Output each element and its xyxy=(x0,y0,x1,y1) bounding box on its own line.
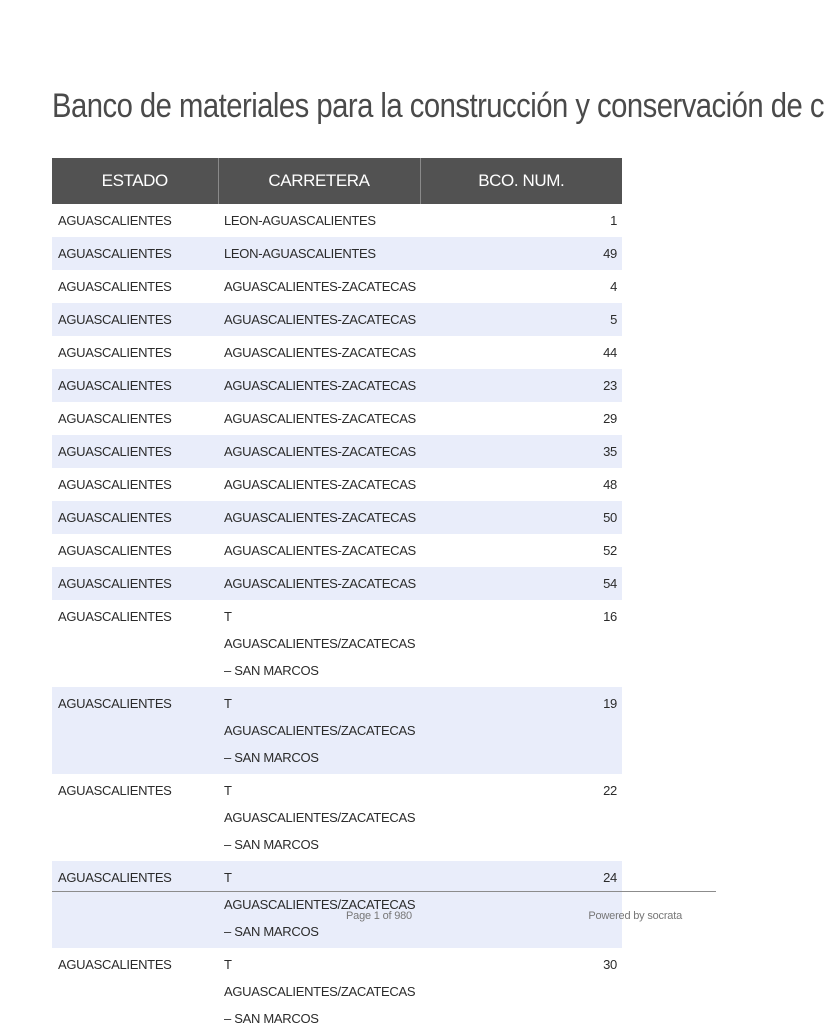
table-row xyxy=(52,237,622,270)
cell-estado: AGUASCALIENTES xyxy=(52,501,218,534)
cell-carretera: AGUASCALIENTES-ZACATECAS xyxy=(224,477,416,492)
cell-carretera: AGUASCALIENTES-ZACATECAS xyxy=(218,501,420,534)
cell-bco-num: 5 xyxy=(420,303,622,336)
table-row xyxy=(52,534,622,567)
cell-carretera: AGUASCALIENTES-ZACATECAS xyxy=(224,279,416,294)
table-row xyxy=(52,861,622,948)
cell-bco-num: 48 xyxy=(603,477,617,492)
cell-bco-num: 49 xyxy=(420,237,622,270)
table-row xyxy=(52,204,622,237)
cell-carretera: T AGUASCALIENTES/ZACATECAS – SAN MARCOS xyxy=(224,957,416,1026)
table-row xyxy=(52,303,622,336)
cell-estado: AGUASCALIENTES xyxy=(52,435,218,468)
footer-divider xyxy=(52,891,716,892)
cell-carretera: AGUASCALIENTES-ZACATECAS xyxy=(218,567,420,600)
column-header-carretera: CARRETERA xyxy=(218,158,420,204)
cell-carretera: LEON-AGUASCALIENTES xyxy=(224,213,376,228)
cell-bco-num: 35 xyxy=(420,435,622,468)
cell-estado: AGUASCALIENTES xyxy=(58,783,172,798)
cell-estado: AGUASCALIENTES xyxy=(52,687,218,774)
powered-by-label: Powered by socrata xyxy=(588,910,682,922)
cell-bco-num: 19 xyxy=(420,687,622,774)
cell-estado: AGUASCALIENTES xyxy=(52,369,218,402)
cell-bco-num: 1 xyxy=(610,213,617,228)
table-row xyxy=(52,402,622,435)
cell-bco-num: 54 xyxy=(420,567,622,600)
cell-estado: AGUASCALIENTES xyxy=(52,237,218,270)
cell-estado: AGUASCALIENTES xyxy=(52,861,218,948)
cell-carretera: T AGUASCALIENTES/ZACATECAS – SAN MARCOS xyxy=(224,609,416,678)
table-header xyxy=(52,158,622,204)
table-row xyxy=(52,501,622,534)
cell-carretera: AGUASCALIENTES-ZACATECAS xyxy=(224,543,416,558)
page-title: Banco de materiales para la construcción y conservación de c xyxy=(52,87,824,125)
cell-bco-num: 44 xyxy=(603,345,617,360)
column-header-bco-num: BCO. NUM. xyxy=(420,158,622,204)
header-row xyxy=(52,158,622,204)
cell-carretera: AGUASCALIENTES-ZACATECAS xyxy=(218,369,420,402)
table-row xyxy=(52,270,622,303)
table-row xyxy=(52,369,622,402)
cell-estado: AGUASCALIENTES xyxy=(58,609,172,624)
cell-bco-num: 4 xyxy=(610,279,617,294)
cell-estado: AGUASCALIENTES xyxy=(58,279,172,294)
table-row xyxy=(52,600,622,687)
cell-estado: AGUASCALIENTES xyxy=(58,543,172,558)
cell-estado: AGUASCALIENTES xyxy=(52,303,218,336)
cell-carretera: AGUASCALIENTES-ZACATECAS xyxy=(224,411,416,426)
cell-bco-num: 24 xyxy=(420,861,622,948)
cell-bco-num: 23 xyxy=(420,369,622,402)
cell-estado: AGUASCALIENTES xyxy=(58,411,172,426)
cell-carretera: T AGUASCALIENTES/ZACATECAS – SAN MARCOS xyxy=(218,687,420,774)
cell-carretera: T AGUASCALIENTES/ZACATECAS – SAN MARCOS xyxy=(218,861,420,948)
cell-estado: AGUASCALIENTES xyxy=(58,477,172,492)
column-header-estado: ESTADO xyxy=(52,158,218,204)
cell-estado: AGUASCALIENTES xyxy=(58,957,172,972)
table-row xyxy=(52,435,622,468)
cell-estado: AGUASCALIENTES xyxy=(58,213,172,228)
cell-estado: AGUASCALIENTES xyxy=(58,345,172,360)
cell-bco-num: 16 xyxy=(603,609,617,624)
cell-bco-num: 30 xyxy=(603,957,617,972)
cell-bco-num: 29 xyxy=(603,411,617,426)
cell-carretera: AGUASCALIENTES-ZACATECAS xyxy=(218,303,420,336)
cell-bco-num: 50 xyxy=(420,501,622,534)
table-row xyxy=(52,948,622,1035)
table-row xyxy=(52,774,622,861)
cell-bco-num: 22 xyxy=(603,783,617,798)
cell-carretera: AGUASCALIENTES-ZACATECAS xyxy=(218,435,420,468)
cell-bco-num: 52 xyxy=(603,543,617,558)
cell-carretera: T AGUASCALIENTES/ZACATECAS – SAN MARCOS xyxy=(224,783,416,852)
data-table xyxy=(52,158,622,1035)
table-row xyxy=(52,687,622,774)
table-row xyxy=(52,336,622,369)
page-number: Page 1 of 980 xyxy=(346,910,412,922)
table-row xyxy=(52,468,622,501)
cell-carretera: AGUASCALIENTES-ZACATECAS xyxy=(224,345,416,360)
cell-carretera: LEON-AGUASCALIENTES xyxy=(218,237,420,270)
table-row xyxy=(52,567,622,600)
cell-estado: AGUASCALIENTES xyxy=(52,567,218,600)
